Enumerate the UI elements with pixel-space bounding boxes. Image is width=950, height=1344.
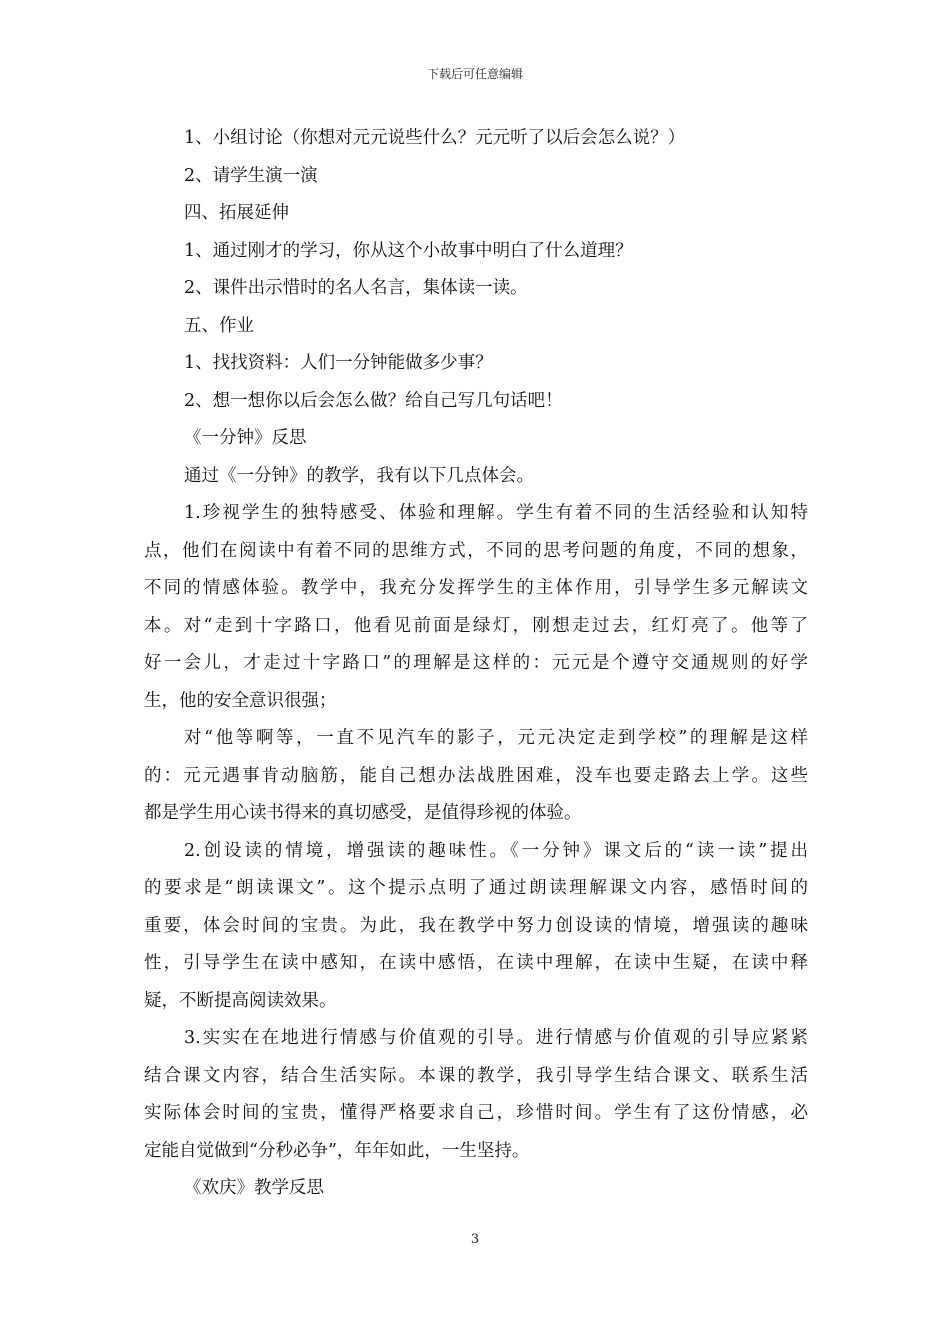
document-body xyxy=(144,120,808,1208)
text-line: 1.珍视学生的独特感受、体验和理解。学生有着不同的生活经验和认知特 xyxy=(184,503,808,523)
text-line: 实际体会时间的宝贵，懂得严格要求自己，珍惜时间。学生有了这份情感，必 xyxy=(144,1103,808,1123)
text-line: 本。对“走到十字路口，他看见前面是绿灯，刚想走过去，红灯亮了。他等了 xyxy=(144,615,808,636)
text-line: 2.创设读的情境，增强读的趣味性。《一分钟》课文后的“读一读”提出 xyxy=(184,840,808,861)
section-heading: 《欢庆》教学反思 xyxy=(184,1178,324,1198)
text-line: 点，他们在阅读中有着不同的思维方式，不同的思考问题的角度，不同的想象， xyxy=(144,540,808,561)
section-heading: 《一分钟》反思 xyxy=(184,428,307,448)
section-heading: 五、作业 xyxy=(184,315,254,336)
text-line: 1、找找资料：人们一分钟能做多少事？ xyxy=(184,353,493,373)
text-line: 好一会儿，才走过十字路口”的理解是这样的：元元是个遵守交通规则的好学 xyxy=(144,653,808,673)
text-line: 生，他的安全意识很强； xyxy=(144,690,337,711)
text-line: 的：元元遇事肯动脑筋，能自己想办法战胜困难，没车也要走路去上学。这些 xyxy=(144,765,808,786)
text-line: 1、小组讨论（你想对元元说些什么？元元听了以后会怎么说？） xyxy=(184,128,686,148)
text-line: 2、请学生演一演 xyxy=(184,165,318,186)
text-line: 3.实实在在地进行情感与价值观的引导。进行情感与价值观的引导应紧紧 xyxy=(184,1028,808,1048)
text-line: 定能自觉做到“分秒必争”，年年如此，一生坚持。 xyxy=(144,1140,530,1161)
text-line: 性，引导学生在读中感知，在读中感悟，在读中理解，在读中生疑，在读中释 xyxy=(144,953,808,973)
text-line: 1、通过刚才的学习，你从这个小故事中明白了什么道理？ xyxy=(184,240,633,261)
text-line: 重要，体会时间的宝贵。为此，我在教学中努力创设读的情境，增强读的趣味 xyxy=(144,915,808,936)
text-line: 不同的情感体验。教学中，我充分发挥学生的主体作用，引导学生多元解读文 xyxy=(144,578,808,598)
text-line: 2、想一想你以后会怎么做？给自己写几句话吧！ xyxy=(184,390,563,411)
text-line: 的要求是“朗读课文”。这个提示点明了通过朗读理解课文内容，感悟时间的 xyxy=(144,878,808,898)
page-number: 3 xyxy=(470,1232,480,1247)
section-heading: 四、拓展延伸 xyxy=(184,203,289,223)
text-line: 对“他等啊等，一直不见汽车的影子，元元决定走到学校”的理解是这样 xyxy=(184,728,808,748)
text-line: 结合课文内容，结合生活实际。本课的教学，我引导学生结合课文、联系生活 xyxy=(144,1065,808,1086)
text-line: 都是学生用心读书得来的真切感受，是值得珍视的体验。 xyxy=(144,803,582,823)
text-line: 2、课件出示惜时的名人名言，集体读一读。 xyxy=(184,278,528,298)
text-line: 通过《一分钟》的教学，我有以下几点体会。 xyxy=(184,465,534,486)
page-header: 下载后可任意编辑 xyxy=(426,67,523,81)
text-line: 疑，不断提高阅读效果。 xyxy=(144,990,337,1011)
